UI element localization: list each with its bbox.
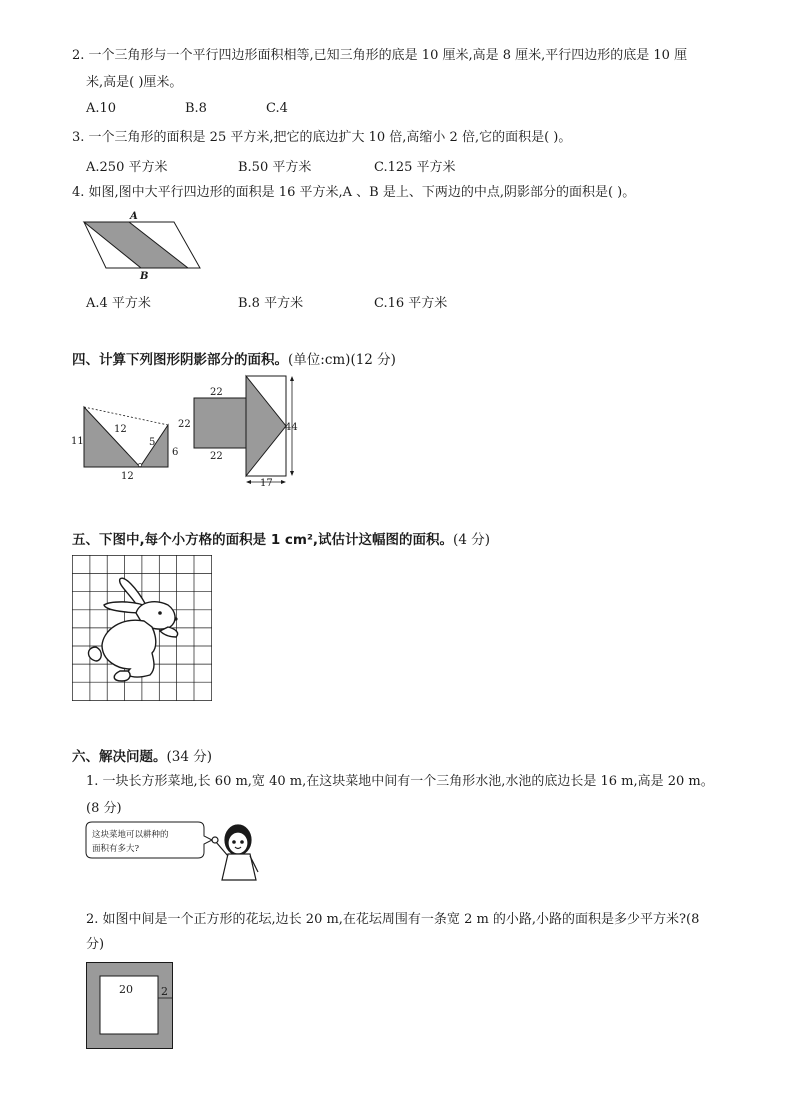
question-2-line-2: 米,高是( )厘米。 <box>86 75 183 90</box>
label-a: A <box>130 211 138 222</box>
shaded-trapezoid-figure <box>68 395 188 485</box>
girl-cartoon <box>212 825 258 880</box>
question-4-option-b[interactable]: B.8 平方米 <box>238 296 304 311</box>
question-2-option-a[interactable]: A.10 <box>86 101 117 116</box>
question-2-option-c[interactable]: C.4 <box>266 101 288 116</box>
section-5-title: 五、下图中,每个小方格的面积是 1 cm²,试估计这幅图的面积。 <box>72 532 454 548</box>
label-22-bottom: 22 <box>210 451 223 462</box>
question-3-option-a[interactable]: A.250 平方米 <box>86 160 168 175</box>
question-3-option-c[interactable]: C.125 平方米 <box>374 160 456 175</box>
grid-rabbit-figure <box>72 555 212 701</box>
bubble-text-1: 这块菜地可以耕种的 <box>92 830 169 840</box>
label-22-top: 22 <box>210 387 223 398</box>
label-2: 2 <box>161 985 168 998</box>
problem-1-line-2: (8 分) <box>86 801 122 816</box>
label-22-left: 22 <box>178 419 191 430</box>
section-4-title: 四、计算下列图形阴影部分的面积。 <box>72 352 288 368</box>
label-11: 11 <box>71 436 84 447</box>
section-6-title: 六、解决问题。 <box>72 749 167 765</box>
section-6-heading <box>72 745 212 765</box>
problem-2-line-1: 2. 如图中间是一个正方形的花坛,边长 20 m,在花坛周围有一条宽 2 m 的小路,小路的面积是多少平方米?(8 <box>86 912 700 927</box>
section-4-heading <box>72 348 396 368</box>
label-17: 17 <box>260 478 273 489</box>
shaded-square <box>194 398 246 448</box>
section-5-heading <box>72 528 490 548</box>
section-4-points: (单位:cm)(12 分) <box>288 352 396 368</box>
section-6-points: (34 分) <box>166 749 213 765</box>
flowerbed-figure <box>86 962 182 1050</box>
question-2-line-1: 2. 一个三角形与一个平行四边形面积相等,已知三角形的底是 10 厘米,高是 8 厘米,平行四边形的底是 10 厘 <box>72 48 688 63</box>
question-4-text: 4. 如图,图中大平行四边形的面积是 16 平方米,A 、B 是上、下两边的中点,阴影部分的面积是( )。 <box>72 185 636 200</box>
question-4-option-a[interactable]: A.4 平方米 <box>86 296 151 311</box>
right-angle-mark <box>138 463 141 466</box>
problem-2-line-2: 分) <box>86 937 105 952</box>
label-12-bottom: 12 <box>121 471 134 482</box>
shaded-region <box>84 407 168 467</box>
label-44: 44 <box>285 422 298 433</box>
rabbit-drawing <box>89 578 178 681</box>
bubble-text-2: 面积有多大? <box>92 844 140 854</box>
section-5-points: (4 分) <box>453 532 490 548</box>
problem-1-line-1: 1. 一块长方形菜地,长 60 m,宽 40 m,在这块菜地中间有一个三角形水池,水池的底边长是 16 m,高是 20 m。 <box>86 774 714 789</box>
label-6: 6 <box>172 447 179 458</box>
label-20: 20 <box>119 983 133 996</box>
label-b: B <box>140 271 149 282</box>
question-4-option-c[interactable]: C.16 平方米 <box>374 296 448 311</box>
label-5: 5 <box>149 437 156 448</box>
question-3-option-b[interactable]: B.50 平方米 <box>238 160 312 175</box>
label-12-slant: 12 <box>114 424 127 435</box>
question-2-option-b[interactable]: B.8 <box>185 101 207 116</box>
question-3-text: 3. 一个三角形的面积是 25 平方米,把它的底边扩大 10 倍,高缩小 2 倍,它的面积是( )。 <box>72 130 572 145</box>
arrow-shape-figure <box>176 368 306 488</box>
parallelogram-figure <box>84 210 204 282</box>
speech-illustration <box>86 818 272 888</box>
